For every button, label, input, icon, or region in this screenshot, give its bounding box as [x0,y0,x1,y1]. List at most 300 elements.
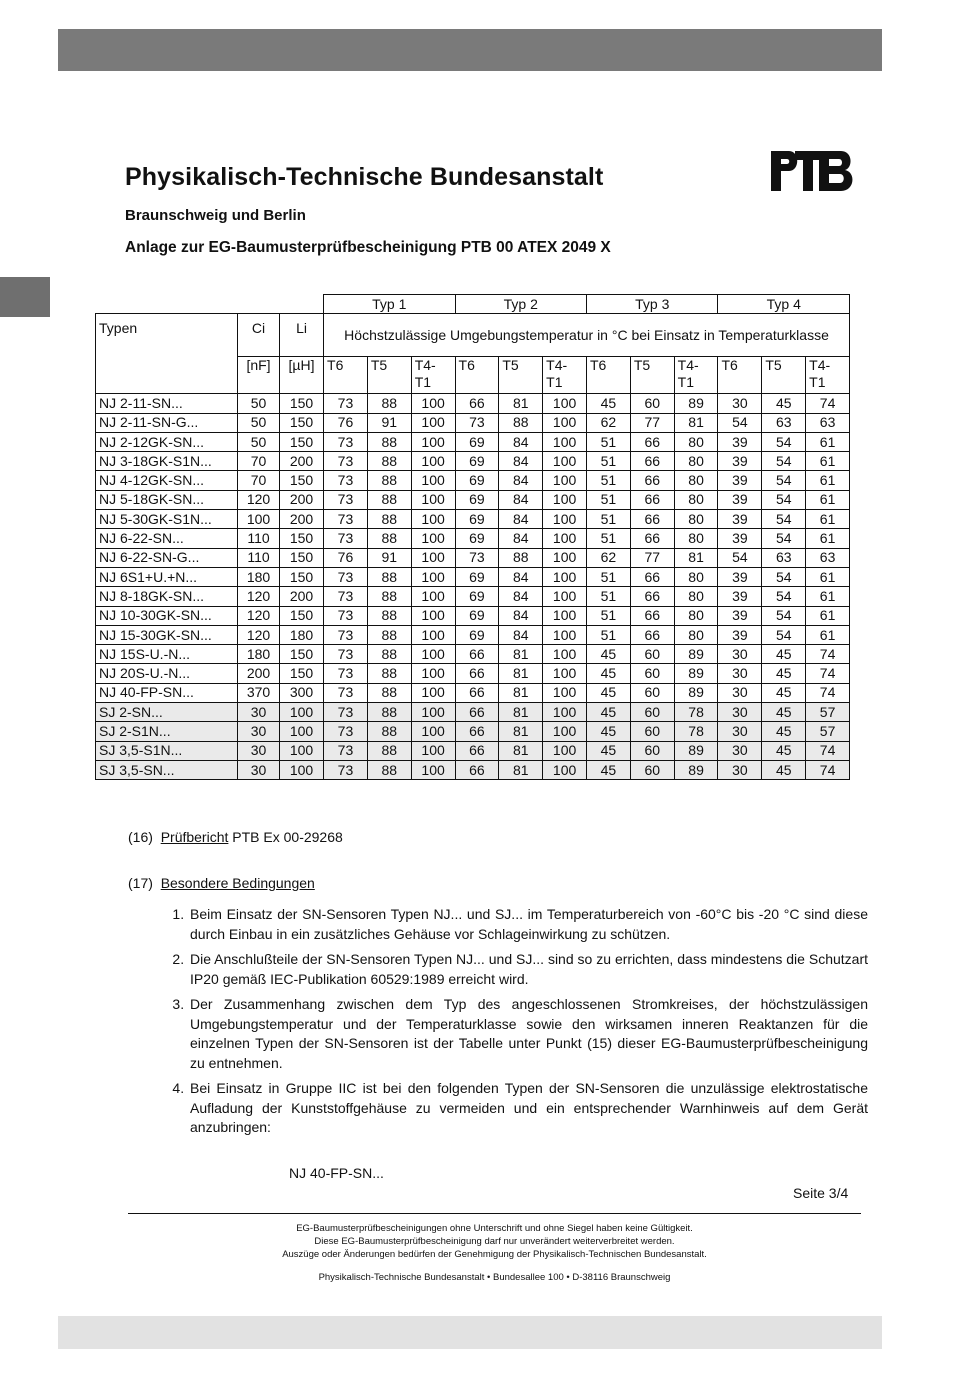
temperature-value-cell: 69 [455,490,499,509]
temperature-value-cell: 66 [455,760,499,779]
temperature-value-cell: 39 [718,510,762,529]
temperature-value-cell: 73 [324,529,368,548]
condition-item: 4. Bei Einsatz in Gruppe IIC ist bei den folgenden Typen der SN-Sensoren die unzulässige elektrostatische Aufladung der Kunststoffgehäuse zu vermeiden und ein entsprechender Warnhinweis auf dem Gerät anzubringen: [188,1079,868,1138]
temperature-value-cell: 80 [674,452,718,471]
temperature-value-cell: 88 [499,413,543,432]
temperature-value-cell: 74 [806,394,850,413]
temperature-value-cell: 100 [411,703,455,722]
temperature-value-cell: 81 [499,664,543,683]
li-value-cell: 150 [280,548,324,567]
temperature-value-cell: 88 [367,529,411,548]
table-row [96,722,850,741]
ptb-logo [767,147,857,195]
temperature-value-cell: 73 [324,452,368,471]
temperature-value-cell: 66 [455,722,499,741]
temperature-value-cell: 88 [367,664,411,683]
temperature-value-cell: 73 [324,394,368,413]
temperature-value-cell: 100 [543,664,587,683]
temperature-value-cell: 69 [455,587,499,606]
temperature-value-cell: 54 [762,606,806,625]
temperature-value-cell: 84 [499,606,543,625]
temperature-value-cell: 88 [367,432,411,451]
temperature-value-cell: 73 [455,413,499,432]
temperature-value-cell: 60 [630,683,674,702]
temperature-value-cell: 60 [630,703,674,722]
temperature-value-cell: 60 [630,722,674,741]
temperature-value-cell: 45 [587,703,631,722]
ci-value-cell: 50 [238,432,280,451]
temperature-value-cell: 100 [543,510,587,529]
temperature-value-cell: 84 [499,432,543,451]
table-row [96,490,850,509]
temperature-value-cell: 57 [806,703,850,722]
sensor-type-cell: NJ 4-12GK-SN... [96,471,238,490]
temperature-value-cell: 80 [674,587,718,606]
section-17-number: (17) [128,875,153,891]
temperature-value-cell: 88 [367,567,411,586]
temperature-value-cell: 89 [674,645,718,664]
temperature-value-cell: 61 [806,567,850,586]
ci-unit: [nF] [238,357,280,394]
sensor-type-cell: NJ 40-FP-SN... [96,683,238,702]
temperature-value-cell: 100 [543,548,587,567]
temp-class-header: T6 [718,357,762,394]
temperature-value-cell: 66 [630,587,674,606]
temperature-value-cell: 84 [499,567,543,586]
temperature-value-cell: 54 [718,548,762,567]
temperature-value-cell: 100 [543,625,587,644]
temperature-value-cell: 66 [455,394,499,413]
section-17-label: Besondere Bedingungen [160,875,315,891]
ci-value-cell: 50 [238,394,280,413]
ci-value-cell: 100 [238,510,280,529]
temperature-value-cell: 89 [674,760,718,779]
li-value-cell: 150 [280,606,324,625]
footer-notice-3: Auszüge oder Änderungen bedürfen der Genehmigung der Physikalisch-Technischen Bundesanstalt. [282,1249,707,1260]
sensor-type-cell: NJ 6-22-SN... [96,529,238,548]
li-value-cell: 150 [280,567,324,586]
temperature-value-cell: 30 [718,703,762,722]
ci-value-cell: 180 [238,567,280,586]
temperature-value-cell: 100 [411,645,455,664]
ci-label: Ci [251,320,266,337]
temperature-value-cell: 100 [411,510,455,529]
table-row [96,471,850,490]
table-row [96,587,850,606]
temperature-value-cell: 66 [455,741,499,760]
sensor-type-cell: SJ 3,5-S1N... [96,741,238,760]
temperature-value-cell: 69 [455,452,499,471]
temperature-value-cell: 80 [674,567,718,586]
page-number: Seite 3/4 [793,1185,849,1201]
temperature-value-cell: 39 [718,529,762,548]
sensor-type-cell: NJ 2-12GK-SN... [96,432,238,451]
temperature-value-cell: 61 [806,625,850,644]
temperature-value-cell: 81 [499,683,543,702]
temperature-value-cell: 100 [543,471,587,490]
temperature-value-cell: 63 [806,413,850,432]
temperature-value-cell: 39 [718,625,762,644]
ci-header [238,314,280,357]
temperature-value-cell: 89 [674,741,718,760]
sensor-type-cell: NJ 15S-U.-N... [96,645,238,664]
li-label: Li [296,320,307,337]
temperature-value-cell: 88 [367,760,411,779]
temperature-value-cell: 61 [806,587,850,606]
li-header [280,314,324,357]
temp-class-header: T5 [762,357,806,394]
temperature-value-cell: 73 [324,664,368,683]
temperature-value-cell: 88 [367,490,411,509]
temperature-value-cell: 73 [324,741,368,760]
temperature-value-cell: 100 [543,452,587,471]
li-value-cell: 200 [280,510,324,529]
temp-class-header: T4-T1 [674,357,718,394]
temperature-value-cell: 45 [762,760,806,779]
footer-notice-2: Diese EG-Baumusterprüfbescheinigung darf nur unverändert weiterverbreitet werden. [314,1236,675,1247]
temp-class-header: T4-T1 [411,357,455,394]
temperature-value-cell: 100 [543,741,587,760]
temperature-value-cell: 100 [543,490,587,509]
annex-title: Anlage zur EG-Baumusterprüfbescheinigung PTB 00 ATEX 2049 X [125,239,611,256]
temperature-value-cell: 66 [455,645,499,664]
table-row [96,529,850,548]
temperature-value-cell: 80 [674,625,718,644]
temperature-value-cell: 66 [455,664,499,683]
sensor-type-cell: NJ 20S-U.-N... [96,664,238,683]
temperature-value-cell: 89 [674,664,718,683]
temperature-value-cell: 88 [367,683,411,702]
sensor-type-cell: SJ 2-SN... [96,703,238,722]
temperature-value-cell: 84 [499,490,543,509]
temperature-value-cell: 60 [630,664,674,683]
temperature-value-cell: 69 [455,606,499,625]
temperature-value-cell: 84 [499,529,543,548]
ci-value-cell: 120 [238,490,280,509]
li-value-cell: 100 [280,722,324,741]
sensor-type-cell: NJ 5-18GK-SN... [96,490,238,509]
table-row [96,548,850,567]
temperature-value-cell: 66 [630,606,674,625]
temp-class-header: T4-T1 [543,357,587,394]
temperature-value-cell: 54 [762,432,806,451]
temperature-value-cell: 100 [543,529,587,548]
temperature-value-cell: 74 [806,760,850,779]
temp-class-header: T6 [455,357,499,394]
ci-value-cell: 110 [238,529,280,548]
condition-item: 2. Die Anschlußteile der SN-Sensoren Typen NJ... und SJ... sind so zu errichten, dass mindestens die Schutzart IP20 gemäß IEC-Publikation 60529:1989 erreicht wird. [188,950,868,989]
temperature-value-cell: 66 [630,471,674,490]
temperature-value-cell: 63 [762,413,806,432]
temperature-value-cell: 30 [718,741,762,760]
temperature-value-cell: 45 [587,664,631,683]
temperature-value-cell: 51 [587,529,631,548]
temperature-value-cell: 74 [806,741,850,760]
temperature-value-cell: 100 [543,703,587,722]
temperature-value-cell: 81 [674,413,718,432]
sensor-type-cell: NJ 8-18GK-SN... [96,587,238,606]
condition-item: 3. Der Zusammenhang zwischen dem Typ des angeschlossenen Stromkreises, der höchstzulässigen Umgebungstemperatur und der Temperaturklasse sowie den wirksamen inneren Reaktanzen für die einzelnen Typen der SN-Sensoren ist der Tabelle unter Punkt (15) dieser EG-Baumusterprüfbescheinigung zu entnehmen. [188,995,868,1073]
li-value-cell: 150 [280,645,324,664]
temperature-value-cell: 73 [324,606,368,625]
ci-value-cell: 30 [238,722,280,741]
temperature-value-cell: 100 [543,722,587,741]
sensor-type-cell: NJ 15-30GK-SN... [96,625,238,644]
ci-value-cell: 120 [238,587,280,606]
temperature-value-cell: 88 [367,587,411,606]
temperature-value-cell: 100 [411,741,455,760]
ci-value-cell: 370 [238,683,280,702]
temperature-reactance-table [95,294,850,780]
temperature-value-cell: 66 [630,432,674,451]
li-value-cell: 150 [280,529,324,548]
organization-title: Physikalisch-Technische Bundesanstalt [125,163,604,191]
sensor-type-cell: SJ 3,5-SN... [96,760,238,779]
temperature-value-cell: 100 [543,645,587,664]
temperature-value-cell: 100 [411,606,455,625]
temperature-value-cell: 80 [674,529,718,548]
temperature-value-cell: 45 [587,760,631,779]
temperature-value-cell: 88 [367,741,411,760]
sensor-type-cell: NJ 6-22-SN-G... [96,548,238,567]
table-row [96,645,850,664]
ci-value-cell: 200 [238,664,280,683]
temperature-value-cell: 88 [367,625,411,644]
table-row [96,664,850,683]
temperature-value-cell: 69 [455,432,499,451]
temp-class-header: T4-T1 [806,357,850,394]
temperature-value-cell: 30 [718,394,762,413]
temperature-value-cell: 45 [762,703,806,722]
temperature-value-cell: 61 [806,606,850,625]
group-header-typ2: Typ 2 [455,295,586,314]
temperature-value-cell: 30 [718,645,762,664]
table-row [96,432,850,451]
temperature-value-cell: 88 [367,606,411,625]
temperature-value-cell: 39 [718,567,762,586]
section-16-text: PTB Ex 00-29268 [232,829,343,845]
temp-class-header: T6 [324,357,368,394]
temperature-value-cell: 100 [543,760,587,779]
temperature-value-cell: 88 [367,703,411,722]
temperature-value-cell: 66 [630,567,674,586]
ci-value-cell: 30 [238,760,280,779]
temperature-value-cell: 54 [762,510,806,529]
table-row [96,413,850,432]
temperature-value-cell: 100 [411,471,455,490]
temperature-value-cell: 78 [674,703,718,722]
temperature-value-cell: 88 [367,452,411,471]
ci-value-cell: 120 [238,625,280,644]
temperature-value-cell: 51 [587,625,631,644]
temperature-value-cell: 78 [674,722,718,741]
temperature-value-cell: 88 [367,645,411,664]
temperature-value-cell: 54 [762,452,806,471]
temperature-value-cell: 100 [411,625,455,644]
temp-class-header: T5 [499,357,543,394]
ci-value-cell: 120 [238,606,280,625]
temperature-value-cell: 66 [455,683,499,702]
types-header: Typen [96,314,238,394]
temperature-value-cell: 84 [499,625,543,644]
temperature-value-cell: 80 [674,510,718,529]
table-row [96,683,850,702]
sensor-type-cell: NJ 2-11-SN... [96,394,238,413]
ci-value-cell: 180 [238,645,280,664]
temperature-value-cell: 84 [499,510,543,529]
temperature-value-cell: 73 [324,471,368,490]
temperature-value-cell: 100 [543,394,587,413]
temperature-value-cell: 30 [718,683,762,702]
temperature-value-cell: 61 [806,529,850,548]
temperature-value-cell: 73 [324,587,368,606]
temperature-value-cell: 100 [411,722,455,741]
temperature-value-cell: 88 [367,394,411,413]
temperature-value-cell: 100 [411,567,455,586]
temperature-value-cell: 100 [411,760,455,779]
temperature-value-cell: 60 [630,645,674,664]
temp-class-header: T5 [630,357,674,394]
group-header-typ1: Typ 1 [324,295,455,314]
temperature-value-cell: 100 [543,432,587,451]
temperature-value-cell: 66 [630,510,674,529]
ci-value-cell: 110 [238,548,280,567]
group-header-typ4: Typ 4 [718,295,850,314]
temperature-value-cell: 81 [674,548,718,567]
conditions-list [160,905,868,1144]
temperature-value-cell: 74 [806,683,850,702]
temperature-value-cell: 45 [762,394,806,413]
group-header-typ3: Typ 3 [587,295,718,314]
temperature-value-cell: 57 [806,722,850,741]
bottom-gray-bar [58,1316,882,1349]
temperature-value-cell: 45 [587,645,631,664]
temperature-value-cell: 45 [587,722,631,741]
temperature-value-cell: 81 [499,645,543,664]
ci-value-cell: 70 [238,471,280,490]
temperature-value-cell: 61 [806,452,850,471]
table-row [96,510,850,529]
temperature-value-cell: 30 [718,722,762,741]
temperature-value-cell: 61 [806,490,850,509]
table-row [96,760,850,779]
table-row [96,741,850,760]
temperature-value-cell: 73 [324,703,368,722]
li-value-cell: 100 [280,760,324,779]
temperature-value-cell: 89 [674,683,718,702]
li-value-cell: 150 [280,413,324,432]
temperature-value-cell: 45 [762,645,806,664]
temperature-value-cell: 100 [543,606,587,625]
temperature-value-cell: 51 [587,452,631,471]
temperature-value-cell: 100 [543,683,587,702]
temperature-value-cell: 51 [587,471,631,490]
side-tab-marker [0,277,50,317]
temperature-value-cell: 61 [806,432,850,451]
li-value-cell: 200 [280,587,324,606]
li-value-cell: 200 [280,490,324,509]
temperature-value-cell: 91 [367,548,411,567]
organization-location: Braunschweig und Berlin [125,207,306,224]
li-value-cell: 200 [280,452,324,471]
temperature-value-cell: 73 [324,567,368,586]
temperature-value-cell: 76 [324,413,368,432]
temperature-value-cell: 39 [718,471,762,490]
temperature-value-cell: 73 [324,432,368,451]
temperature-value-cell: 39 [718,606,762,625]
temperature-value-cell: 54 [762,625,806,644]
temperature-value-cell: 69 [455,567,499,586]
sensor-type-cell: NJ 5-30GK-S1N... [96,510,238,529]
temperature-value-cell: 100 [411,587,455,606]
temperature-value-cell: 74 [806,664,850,683]
temperature-value-cell: 100 [411,683,455,702]
temperature-value-cell: 45 [762,741,806,760]
li-value-cell: 100 [280,703,324,722]
temperature-value-cell: 61 [806,471,850,490]
temperature-value-cell: 100 [411,664,455,683]
ci-value-cell: 70 [238,452,280,471]
temperature-value-cell: 63 [806,548,850,567]
table-row [96,394,850,413]
temperature-value-cell: 73 [324,625,368,644]
temperature-value-cell: 88 [367,510,411,529]
temperature-value-cell: 84 [499,471,543,490]
sensor-type-cell: NJ 10-30GK-SN... [96,606,238,625]
temperature-value-cell: 88 [367,471,411,490]
temperature-value-cell: 66 [630,452,674,471]
li-value-cell: 180 [280,625,324,644]
temperature-value-cell: 51 [587,510,631,529]
table-row [96,567,850,586]
ci-value-cell: 50 [238,413,280,432]
temperature-value-cell: 73 [324,645,368,664]
temperature-value-cell: 100 [543,413,587,432]
temperature-value-cell: 51 [587,567,631,586]
table-row [96,606,850,625]
temperature-value-cell: 39 [718,432,762,451]
temperature-value-cell: 81 [499,722,543,741]
temperature-value-cell: 30 [718,664,762,683]
temperature-value-cell: 69 [455,529,499,548]
table-row [96,452,850,471]
temperature-value-cell: 73 [324,510,368,529]
temperature-value-cell: 81 [499,741,543,760]
temperature-value-cell: 66 [630,529,674,548]
temperature-value-cell: 100 [411,490,455,509]
temperature-value-cell: 76 [324,548,368,567]
li-unit: [µH] [280,357,324,394]
temperature-value-cell: 39 [718,490,762,509]
temperature-value-cell: 100 [411,413,455,432]
li-value-cell: 150 [280,664,324,683]
ci-value-cell: 30 [238,703,280,722]
temperature-value-cell: 80 [674,606,718,625]
sensor-type-cell: NJ 6S1+U.+N... [96,567,238,586]
table-row [96,703,850,722]
temperature-value-cell: 39 [718,452,762,471]
temperature-value-cell: 60 [630,741,674,760]
temperature-value-cell: 73 [455,548,499,567]
section-16-label: Prüfbericht [160,829,229,845]
temperature-value-cell: 74 [806,645,850,664]
temperature-value-cell: 88 [499,548,543,567]
temperature-value-cell: 51 [587,587,631,606]
temperature-value-cell: 51 [587,606,631,625]
ci-value-cell: 30 [238,741,280,760]
footer-rule [128,1213,861,1214]
temperature-value-cell: 73 [324,683,368,702]
